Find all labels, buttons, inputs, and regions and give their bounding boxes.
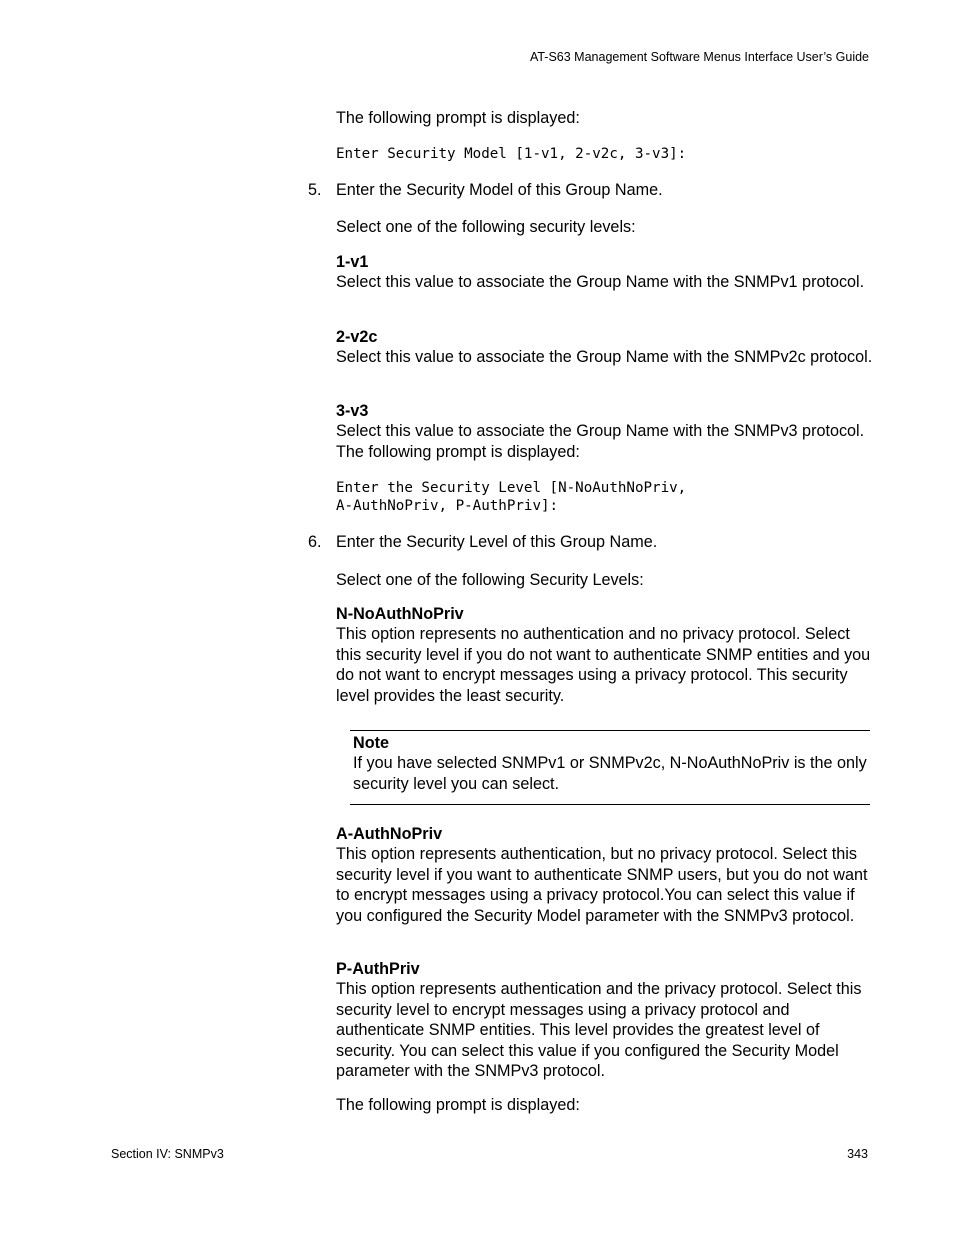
note-top-rule: [350, 730, 870, 731]
term-label: A-AuthNoPriv: [336, 825, 443, 843]
term-label: P-AuthPriv: [336, 960, 420, 978]
prompt-intro: The following prompt is displayed:: [336, 1096, 580, 1114]
note-bottom-rule: [350, 804, 870, 805]
running-header: AT-S63 Management Software Menus Interface User’s Guide: [529, 50, 869, 64]
term-label: N-NoAuthNoPriv: [336, 605, 464, 623]
page-number: 343: [847, 1147, 868, 1161]
term-label: 3-v3: [336, 402, 369, 420]
term-block-noauthnopriv: [336, 604, 876, 706]
term-description: Select this value to associate the Group Name with the SNMPv2c protocol.: [336, 348, 873, 367]
term-description: This option represents authentication, but no privacy protocol. Select this security level if you want to authenticate SNMP users, but you do not want to encrypt messages using a privacy protocol.You can select this value if you configured the Security Model parameter with the SNMPv3 protocol.: [336, 845, 868, 925]
step-text: Enter the Security Model of this Group Name.: [336, 181, 663, 199]
footer-section: Section IV: SNMPv3: [111, 1147, 224, 1161]
select-instruction: Select one of the following security levels:: [336, 218, 636, 236]
code-line: A-AuthNoPriv, P-AuthPriv]:: [336, 498, 559, 514]
term-description: Select this value to associate the Group Name with the SNMPv1 protocol.: [336, 273, 865, 292]
term-block-v3: [336, 401, 876, 462]
step-number: 5.: [308, 181, 322, 199]
code-security-level-prompt: [336, 479, 876, 515]
term-label: 2-v2c: [336, 328, 378, 346]
step-text: Enter the Security Level of this Group Name.: [336, 533, 658, 551]
select-instruction: Select one of the following Security Levels:: [336, 571, 644, 589]
note-title: Note: [353, 734, 389, 752]
term-block-v1: [336, 252, 876, 293]
term-block-authpriv: [336, 959, 876, 1081]
code-line: Enter the Security Level [N-NoAuthNoPriv,: [336, 480, 687, 496]
prompt-intro: The following prompt is displayed:: [336, 109, 580, 127]
term-block-v2c: [336, 327, 876, 368]
step-number: 6.: [308, 533, 322, 551]
note-box: [353, 733, 868, 794]
note-text: If you have selected SNMPv1 or SNMPv2c, N-NoAuthNoPriv is the only security level you can select.: [353, 754, 867, 793]
term-description: Select this value to associate the Group Name with the SNMPv3 protocol. The following prompt is displayed:: [336, 422, 865, 461]
term-label: 1-v1: [336, 253, 369, 271]
code-security-model-prompt: Enter Security Model [1-v1, 2-v2c, 3-v3]:: [336, 146, 687, 162]
term-block-authnopriv: [336, 824, 876, 926]
term-description: This option represents authentication and the privacy protocol. Select this security level to encrypt messages using a privacy protocol and authenticate SNMP entities. This level provides the greatest level of security. You can select this value if you configured the Security Model parameter with the SNMPv3 protocol.: [336, 980, 862, 1081]
term-description: This option represents no authentication and no privacy protocol. Select this security level if you do not want to authenticate SNMP entities and you do not want to encrypt messages using a privacy protocol. This security level provides the least security.: [336, 625, 871, 705]
